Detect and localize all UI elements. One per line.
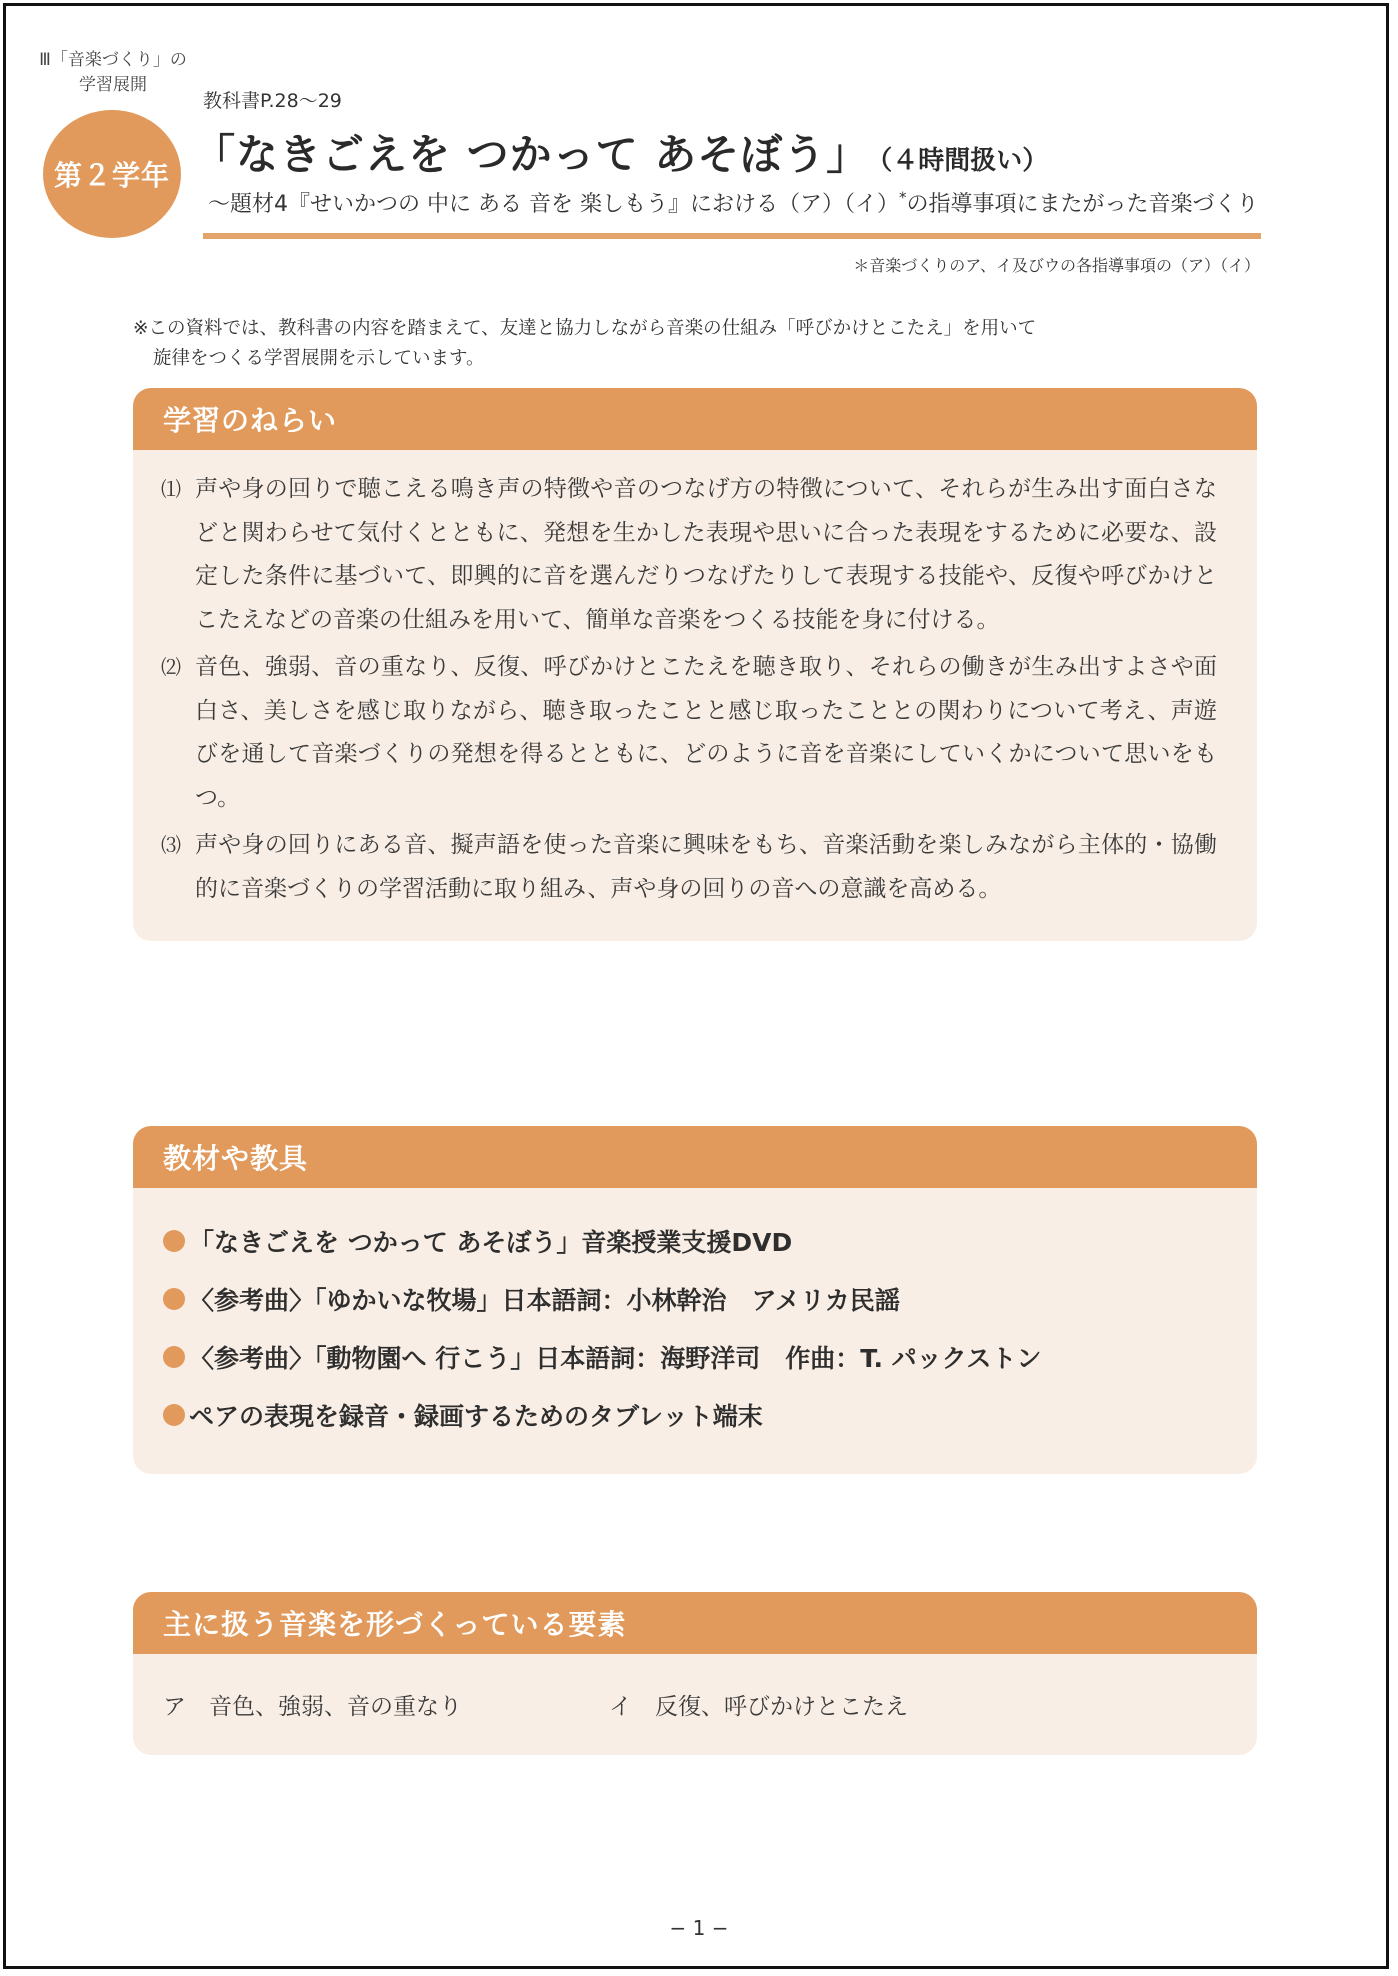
footnote: ＊音楽づくりのア、イ及びウの各指導事項の（ア）（イ） bbox=[853, 256, 1260, 275]
elements-panel bbox=[133, 1592, 1257, 1755]
section-tag-line1: Ⅲ「音楽づくり」の bbox=[39, 50, 187, 70]
element-a: ア 音色、強弱、音の重なり bbox=[163, 1694, 462, 1720]
material-item bbox=[163, 1212, 1227, 1270]
aims-panel bbox=[133, 388, 1257, 941]
section-tag bbox=[30, 48, 196, 98]
title-divider bbox=[203, 233, 1261, 239]
subtitle-end: の指導事項にまたがった音楽づくり bbox=[906, 192, 1259, 217]
materials-heading: 教材や教具 bbox=[133, 1126, 1257, 1188]
subtitle bbox=[208, 187, 1259, 218]
bullet-icon bbox=[163, 1288, 185, 1310]
aim-number: ⑶ bbox=[161, 833, 181, 857]
aim-text: 音色、強弱、音の重なり、反復、呼びかけとこたえを聴き取り、それらの働きが生み出すよさや面白さ、美しさを感じ取りながら、聴き取ったことと感じ取ったこととの関わりについて考え、声遊びを通して音楽づくりの発想を得るとともに、どのように音を音楽にしていくかについて思いをもつ。 bbox=[195, 654, 1217, 811]
aims-heading: 学習のねらい bbox=[133, 388, 1257, 450]
title-hours: （４時間扱い） bbox=[879, 146, 1049, 176]
aim-text: 声や身の回りで聴こえる鳴き声の特徴や音のつなげ方の特徴について、それらが生み出す面白さなどと関わらせて気付くとともに、発想を生かした表現や思いに合った表現をするために必要な、設定した条件に基づいて、即興的に音を選んだりつなげたりして表現する技能や、反復や呼びかけとこたえなどの音楽の仕組みを用いて、簡単な音楽をつくる技能を身に付ける。 bbox=[195, 476, 1217, 633]
aim-number: ⑴ bbox=[161, 477, 181, 501]
aim-item bbox=[161, 824, 1217, 911]
aim-number: ⑵ bbox=[161, 655, 181, 679]
bullet-icon bbox=[163, 1404, 185, 1426]
material-text: ペアの表現を録音・録画するためのタブレット端末 bbox=[189, 1402, 763, 1431]
bullet-icon bbox=[163, 1346, 185, 1368]
section-tag-line2: 学習展開 bbox=[79, 75, 147, 95]
subtitle-mark: * bbox=[898, 188, 907, 207]
aim-item bbox=[161, 468, 1217, 642]
intro-note bbox=[133, 314, 1036, 374]
material-item bbox=[163, 1270, 1227, 1328]
material-text: 〈参考曲〉「ゆかいな牧場」日本語詞：小林幹治 アメリカ民謡 bbox=[189, 1286, 900, 1315]
element-b: イ 反復、呼びかけとこたえ bbox=[609, 1694, 908, 1720]
subtitle-main: 〜題材4『せいかつの 中に ある 音を 楽しもう』における（ア）（イ） bbox=[208, 192, 899, 217]
intro-note-line1: ※この資料では、教科書の内容を踏まえて、友達と協力しながら音楽の仕組み「呼びかけとこたえ」を用いて bbox=[133, 318, 1037, 339]
elements-heading: 主に扱う音楽を形づくっている要素 bbox=[133, 1592, 1257, 1654]
material-item bbox=[163, 1328, 1227, 1386]
aim-text: 声や身の回りにある音、擬声語を使った音楽に興味をもち、音楽活動を楽しみながら主体的・協働的に音楽づくりの学習活動に取り組み、声や身の回りの音への意識を高める。 bbox=[195, 832, 1217, 902]
page-title bbox=[193, 122, 1048, 182]
page-number: − 1 − bbox=[669, 1916, 729, 1940]
aim-item bbox=[161, 646, 1217, 820]
bullet-icon bbox=[163, 1230, 185, 1252]
material-text: 「なきごえを つかって あそぼう」音楽授業支援DVD bbox=[189, 1228, 793, 1257]
material-text: 〈参考曲〉「動物園へ 行こう」日本語詞：海野洋司 作曲：T. パックストン bbox=[189, 1344, 1042, 1373]
material-item bbox=[163, 1386, 1227, 1444]
textbook-reference: 教科書P.28〜29 bbox=[203, 90, 342, 112]
materials-panel bbox=[133, 1126, 1257, 1474]
intro-note-line2: 旋律をつくる学習展開を示しています。 bbox=[153, 348, 485, 369]
grade-badge: 第２学年 bbox=[43, 110, 181, 238]
title-text: 「なきごえを つかって あそぼう」 bbox=[193, 130, 870, 179]
